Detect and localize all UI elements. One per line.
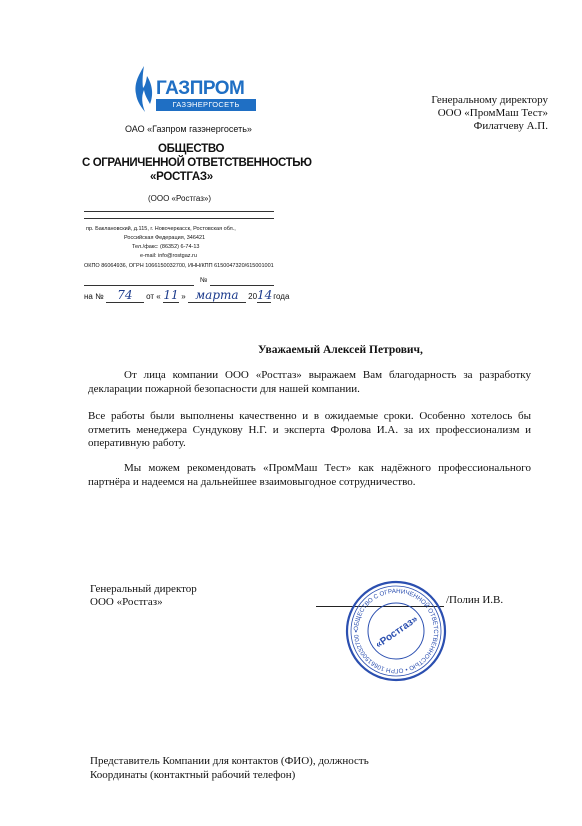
address-line: Российская Федерация, 346421 [124, 235, 206, 241]
reference-mid: » [181, 292, 186, 301]
addressee-line: Генеральному директору [431, 94, 548, 106]
org-name-line2: С ОГРАНИЧЕННОЙ ОТВЕТСТВЕННОСТЬЮ [82, 157, 312, 169]
body-paragraph: Мы можем рекомендовать «ПромМаш Тест» как надёжного профессионального партнёра и надеемся на дальнейшее взаимовыгодное сотрудничество. [88, 462, 531, 488]
org-name-line3: «РОСТГАЗ» [150, 171, 213, 183]
reference-suffix: года [273, 292, 290, 301]
contact-phone-line: Координаты (контактный рабочий телефон) [90, 769, 296, 781]
logo-word: ГАЗПРОМ [156, 78, 245, 99]
greeting: Уважаемый Алексей Петрович, [258, 344, 423, 356]
signatory-company: ООО «Ростгаз» [90, 596, 163, 608]
reference-year: 14 [257, 288, 273, 302]
divider [84, 218, 274, 219]
divider [84, 211, 274, 212]
body-paragraph: От лица компании ООО «Ростгаз» выражаем Вам благодарность за разработку декларации пожарной безопасности для нашей компании. [88, 369, 531, 395]
address-line: пр. Баклановский, д.115, г. Новочеркасск, Ростовская обл., [86, 226, 236, 232]
signatory-title [90, 583, 197, 609]
reference-prefix: на № [84, 292, 104, 301]
logo-subtitle: ГАЗЭНЕРГОСЕТЬ [156, 99, 256, 111]
company-seal [344, 577, 448, 685]
body-paragraph: Все работы были выполнены качественно и в ожидаемые сроки. Особенно хотелось бы отметить менеджера Сундукову Н.Г. и эксперта Фролова И.А. за их профессионализм и оперативную работу. [88, 410, 531, 449]
reference-number-row [84, 288, 289, 302]
reference-number: 74 [106, 288, 144, 303]
org-name-line1: ОБЩЕСТВО [158, 143, 225, 155]
registration-codes: ОКПО 86064936, ОГРН 1066150032700, ИНН/КПП 6150047320/615001001 [84, 263, 274, 269]
org-short-name: (ООО «Ростгаз») [148, 194, 211, 203]
outgoing-number-label: № [200, 277, 208, 284]
reference-year-prefix: 20 [248, 292, 258, 301]
contact-person-line: Представитель Компании для контактов (ФИО), должность [90, 755, 369, 767]
addressee-line: ООО «ПромМаш Тест» [437, 107, 548, 119]
flame-icon [130, 64, 156, 114]
outgoing-number-line [84, 285, 194, 286]
signatory-name: /Полин И.В. [446, 594, 504, 606]
parent-company: ОАО «Газпром газэнергосеть» [125, 124, 252, 134]
reference-from: от « [146, 292, 161, 301]
phone-line: Тел./факс: (86352) 6-74-13 [132, 244, 200, 250]
signatory-title-line: Генеральный директор [90, 583, 197, 595]
reference-month: марта [188, 288, 246, 303]
seal-center-text: «Ростгаз» [373, 613, 421, 651]
contact-footer [90, 754, 369, 782]
reference-day: 11 [163, 288, 179, 302]
addressee-line: Филатчеву А.П. [473, 120, 548, 132]
outgoing-number-line [210, 285, 274, 286]
addressee-block [431, 94, 548, 133]
gazprom-logo [130, 64, 260, 119]
email-line: e-mail: info@rostgaz.ru [140, 253, 197, 259]
seal-ring-text: ОБЩЕСТВО С ОГРАНИЧЕННОЙ ОТВЕТСТВЕННОСТЬЮ • ОГРН 1066150032700 • [352, 587, 440, 675]
